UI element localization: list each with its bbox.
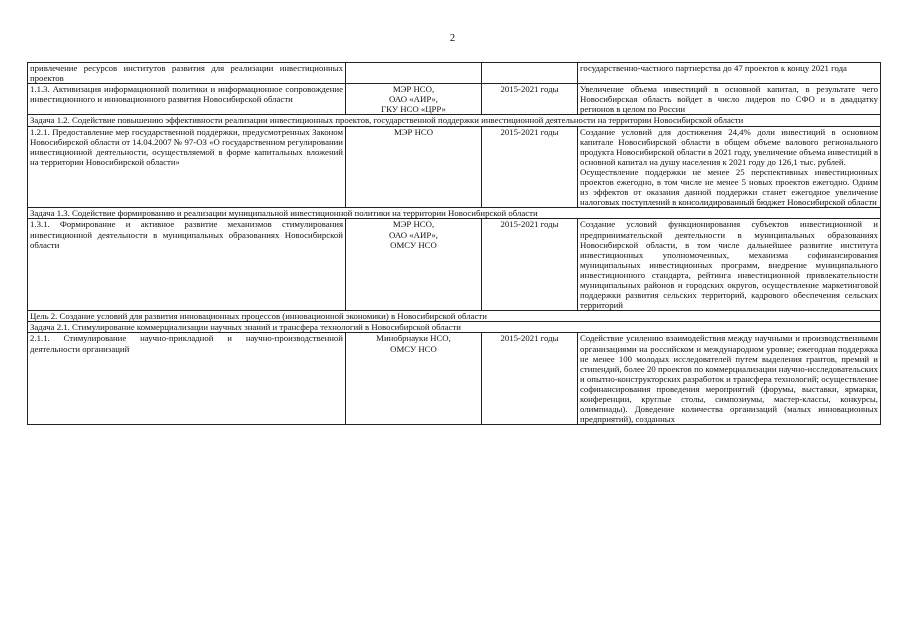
period-cell: 2015-2021 годы <box>482 126 578 208</box>
executors-cell <box>346 63 482 84</box>
section-heading: Цель 2. Создание условий для развития инновационных процессов (инновационной экономики) в Новосибирской области <box>28 311 881 322</box>
measure-name-cell: 2.1.1. Стимулирование научно-прикладной и научно-производственной деятельности организаций <box>28 333 346 425</box>
measure-name-cell: 1.3.1. Формирование и активное развитие механизмов стимулирования инвестиционной деятельности в муниципальных образованиях Новосибирской области <box>28 219 346 311</box>
result-paragraph: Создание условий для достижения 24,4% доли инвестиций в основном капитале Новосибирской области в общем объеме валового регионального продукта Новосибирской области в 2021 году, увеличение объема инвестиций в основной капитал на душу населения к 2021 году до 126,1 тыс. рублей. <box>580 126 878 167</box>
executors-cell: Минобрнауки НСО, ОМСУ НСО <box>346 333 482 425</box>
result-cell <box>578 63 881 84</box>
section-heading-row <box>28 208 881 219</box>
page-number: 2 <box>449 33 456 44</box>
section-heading: Задача 2.1. Стимулирование коммерциализации научных знаний и трансфера технологий в Новосибирской области <box>28 322 881 333</box>
result-paragraph: Осуществление поддержки не менее 25 перспективных инвестиционных проектов ежегодно, в том числе не менее 5 новых проектов ежегодно. Одним из эффектов от оказания данной поддержки станет ежегодное увеличение налоговых поступлений в консолидированный бюджет Новосибирской области <box>580 166 878 208</box>
result-paragraph: Содействие усилению взаимодействия между научными и производственными организациями на российском и международном уровне; ежегодная поддержка не менее 100 молодых исследователей путем выделения грантов, премий и стипендий, более 20 проектов по коммерциализации научно-исследовательских и опытно-конструкторских разработок и трансфера технологий; осуществление софинансирования проведения мероприятий (форумы, выставки, ярмарки, конференции, круглые столы, симпозиумы, мастер-классы, конкурсы, олимпиады). Доведение количества организаций (малых инновационных предприятий), созданных <box>580 333 878 425</box>
section-heading: Задача 1.2. Содействие повышению эффективности реализации инвестиционных проектов, государственной поддержки инвестиционной деятельности на территории Новосибирской области <box>28 115 881 126</box>
result-cell <box>578 219 881 311</box>
table-row <box>28 63 881 84</box>
result-paragraph: Увеличение объема инвестиций в основной капитал, в результате чего Новосибирская область войдет в число лидеров по СФО и в двадцатку регионов в целом по России <box>580 84 878 115</box>
table-row <box>28 126 881 208</box>
executors-cell: МЭР НСО, ОАО «АИР», ГКУ НСО «ЦРР» <box>346 84 482 115</box>
executors-cell: МЭР НСО <box>346 126 482 208</box>
section-heading-row <box>28 322 881 333</box>
period-cell: 2015-2021 годы <box>482 84 578 115</box>
period-cell: 2015-2021 годы <box>482 333 578 425</box>
measure-name-cell: 1.1.3. Активизация информационной политики и информационное сопровождение инвестиционного и инновационного развития Новосибирской области <box>28 84 346 115</box>
section-heading: Задача 1.3. Содействие формированию и реализации муниципальной инвестиционной политики на территории Новосибирской области <box>28 208 881 219</box>
measure-name-cell: 1.2.1. Предоставление мер государственной поддержки, предусмотренных Законом Новосибирской области от 14.04.2007 № 97-ОЗ «О государственном регулировании инвестиционной деятельности, осуществляемой в форме капитальных вложений на территории Новосибирской области» <box>28 126 346 208</box>
section-heading-row <box>28 115 881 126</box>
measure-name-cell: привлечение ресурсов институтов развития для реализации инвестиционных проектов <box>28 63 346 84</box>
table-row <box>28 333 881 425</box>
result-cell <box>578 333 881 425</box>
result-cell <box>578 84 881 115</box>
period-cell: 2015-2021 годы <box>482 219 578 311</box>
result-paragraph: Создание условий функционирования субъектов инвестиционной и предпринимательской деятельности в муниципальных образованиях Новосибирской области, в том числе дальнейшее развитие института инвестиционных уполномоченных, механизма софинансирования муниципальных инвестиционных программ, внедрение муниципального инвестиционного стандарта, рейтинга инвестиционной привлекательности муниципальных районов и городских округов, осуществление маркетинговой поддержки развития сельских территорий, кадрового обеспечения сельских территорий <box>580 219 878 311</box>
result-cell <box>578 126 881 208</box>
table-row <box>28 219 881 311</box>
section-heading-row <box>28 311 881 322</box>
period-cell <box>482 63 578 84</box>
executors-cell: МЭР НСО, ОАО «АИР», ОМСУ НСО <box>346 219 482 311</box>
table-row <box>28 84 881 115</box>
result-paragraph: государственно-частного партнерства до 47 проектов к концу 2021 года <box>580 63 847 73</box>
measures-table <box>27 62 881 425</box>
